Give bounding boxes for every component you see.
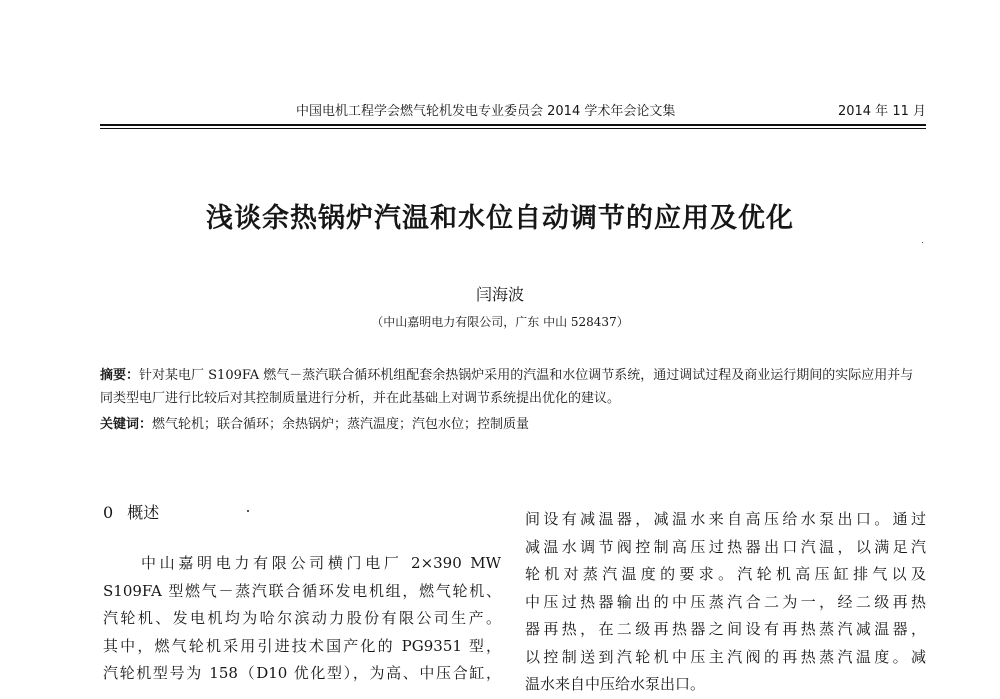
keywords-text: 燃气轮机；联合循环；余热锅炉；蒸汽温度；汽包水位；控制质量 <box>152 417 530 432</box>
body-line: 轮机对蒸汽温度的要求。汽轮机高压缸排气以及 <box>525 565 926 583</box>
body-line: 温水来自中压给水泵出口。 <box>525 675 706 693</box>
body-line: S109FA 型燃气－蒸汽联合循环发电机组，燃气轮机、 <box>103 581 501 600</box>
scan-speck <box>247 510 249 512</box>
scan-speck <box>922 242 923 243</box>
author-affiliation: （中山嘉明电力有限公司，广东 中山 528437） <box>371 315 629 329</box>
section-title: 概述 <box>127 503 160 522</box>
keywords-label: 关键词： <box>100 417 153 432</box>
header-rule-thin <box>100 128 926 129</box>
abstract <box>100 364 926 410</box>
body-line: 中山嘉明电力有限公司横门电厂 2×390 MW <box>141 554 501 572</box>
section-heading <box>103 500 159 523</box>
body-line: 中压过热器输出的中压蒸汽合二为一，经二级再热 <box>525 592 926 611</box>
body-line: 器再热，在二级再热器之间设有再热蒸汽减温器， <box>525 620 926 638</box>
body-line: 间设有减温器，减温水来自高压给水泵出口。通过 <box>525 510 926 528</box>
keywords <box>100 413 926 436</box>
body-line: 汽轮机、发电机均为哈尔滨动力股份有限公司生产。 <box>103 609 501 627</box>
issue-date: 2014 年 11 月 <box>837 104 926 119</box>
abstract-label: 摘要： <box>100 368 140 383</box>
section-number: 0 <box>103 503 114 522</box>
header-rule-thick <box>100 124 926 126</box>
author-name: 闫海波 <box>475 285 524 304</box>
body-line: 汽轮机型号为 158（D10 优化型），为高、中压合缸， <box>103 664 501 682</box>
journal-name: 中国电机工程学会燃气轮机发电专业委员会 2014 学术年会论文集 <box>296 104 676 119</box>
body-column-right <box>525 506 926 699</box>
paper-title: 浅谈余热锅炉汽温和水位自动调节的应用及优化 <box>206 203 794 234</box>
body-line: 以控制送到汽轮机中压主汽阀的再热蒸汽温度。减 <box>525 647 926 666</box>
body-line: 减温水调节阀控制高压过热器出口汽温，以满足汽 <box>525 537 926 556</box>
body-column-left <box>103 550 501 688</box>
running-header <box>100 100 926 122</box>
body-line: 其中，燃气轮机采用引进技术国产化的 PG9351 型， <box>103 636 501 655</box>
abstract-text: 针对某电厂 S109FA 燃气－蒸汽联合循环机组配套余热锅炉采用的汽温和水位调节系统，通过调试过程及商业运行期间的实际应用并与同类型电厂进行比较后对其控制质量进行分析，并在此基础上对调节系统提出优化的建议。 <box>100 368 914 406</box>
